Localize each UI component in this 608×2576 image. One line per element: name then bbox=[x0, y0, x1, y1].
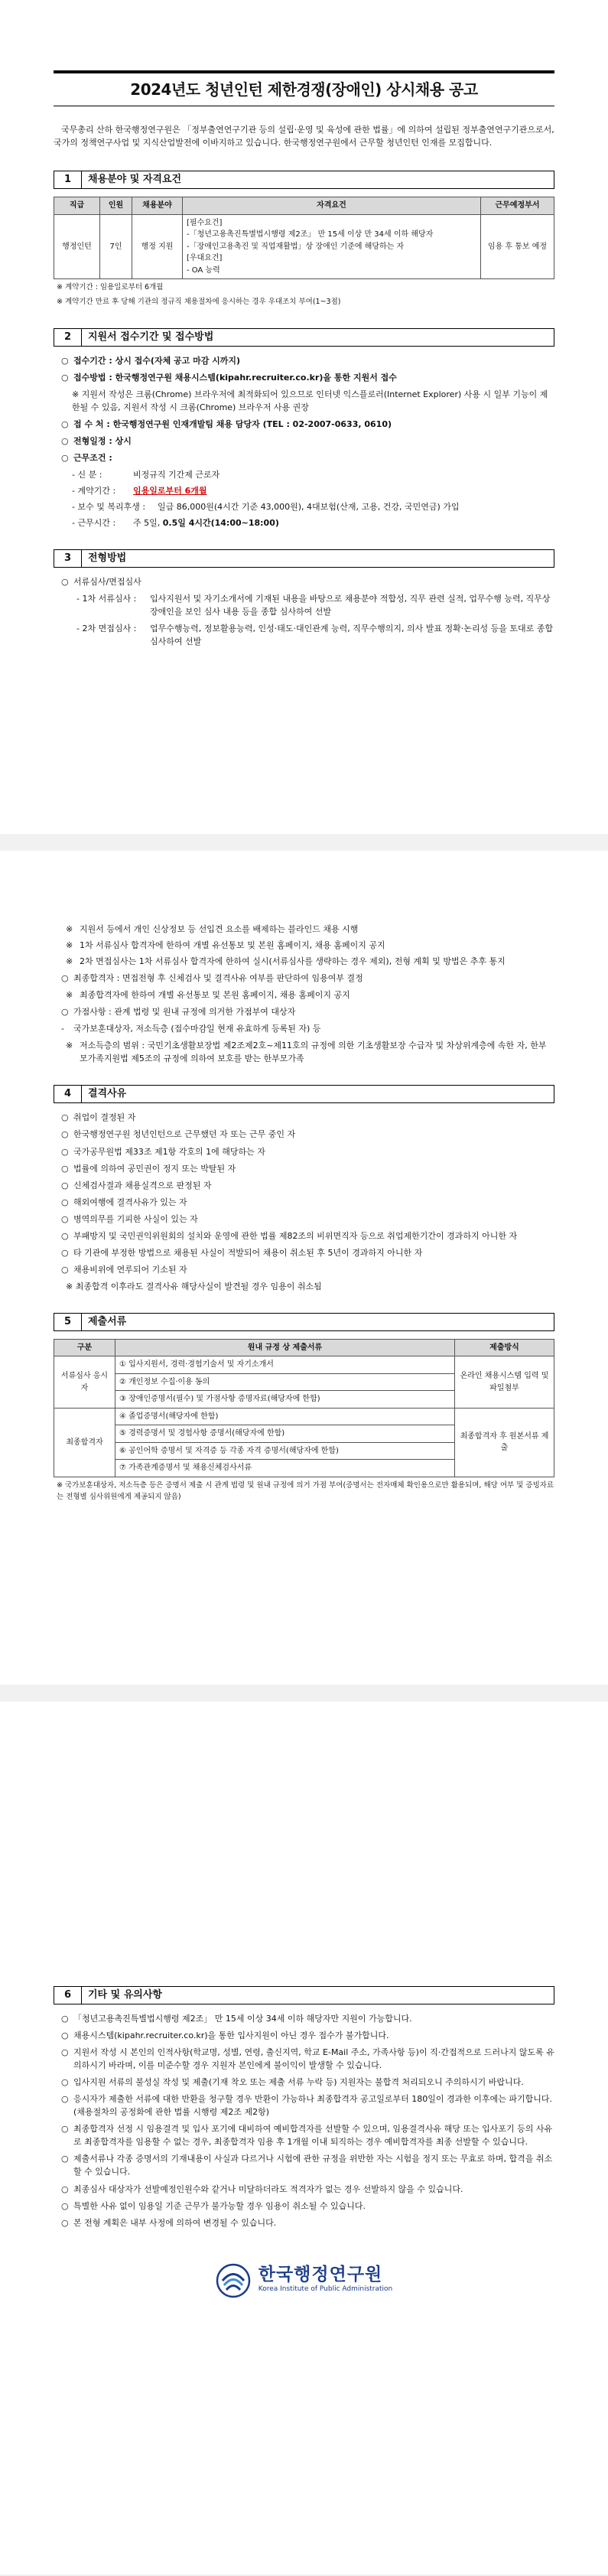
cell-method: 온라인 채용시스템 입력 및 파일첨부 bbox=[455, 1356, 554, 1408]
section-4-header bbox=[54, 1085, 554, 1103]
value: 비정규직 기간제 근로자 bbox=[133, 469, 220, 480]
list-item: 최종합격자에 한하여 개별 유선통보 및 본원 홈페이지, 채용 홈페이지 공지 bbox=[80, 990, 350, 1001]
list-item: 지원서 등에서 개인 신상정보 등 선입견 요소를 배제하는 블라인드 채용 시행 bbox=[80, 924, 359, 934]
logo-english: Korea Institute of Public Administration bbox=[258, 2285, 393, 2294]
list-item: 국가공무원법 제33조 제1항 각호의 1에 해당하는 자 bbox=[73, 1146, 265, 1157]
table-header: 자격요건 bbox=[183, 197, 481, 215]
label: 접수방법 : bbox=[73, 372, 112, 383]
cell-requirements bbox=[183, 214, 481, 279]
list-item: 신체검사결과 채용실격으로 판정된 자 bbox=[73, 1180, 212, 1190]
list-item: 1차 서류심사 합격자에 한하여 개별 유선통보 및 본원 홈페이지, 채용 홈페이지 공지 bbox=[80, 940, 385, 951]
list-item: 최종합격자 선정 시 임용결격 및 입사 포기에 대비하여 예비합격자를 선발할 수 있으며, 임용결격사유 해당 또는 입사포기 등의 사유로 최종합격자를 임용할 수 없는 경우, 최종합격자 임용 후 1개월 이내 퇴직하는 경우 예비합격자를 최종 선발할 수 있습니다. bbox=[73, 2124, 553, 2148]
label: - 2차 면접심사 : bbox=[76, 624, 137, 634]
list-item: 부패방지 및 국민권익위원회의 설치와 운영에 관한 법률 제82조의 비위면직자 등으로 취업제한기간이 경과하지 아니한 자 bbox=[73, 1230, 518, 1241]
req-line: [필수요건] bbox=[187, 218, 223, 227]
cell-document: ⑤ 경력증명서 및 경험사항 증명서(해당자에 한함) bbox=[115, 1425, 455, 1443]
list-item: 국가보훈대상자, 저소득층 (접수마감일 현재 유효하게 등록된 자) 등 bbox=[73, 1024, 321, 1034]
list-item: 제출서류나 각종 증명서의 기재내용이 사실과 다르거나 시험에 관한 규정을 위반한 자는 시험을 정지 또는 무효로 하며, 합격을 취소할 수 있습니다. bbox=[73, 2154, 553, 2177]
cell-document: ⑥ 공인어학 증명서 및 자격증 등 각종 자격 증명서(해당자에 한함) bbox=[115, 1442, 455, 1460]
table-header: 근무예정부서 bbox=[481, 197, 554, 215]
cell-rank: 행정인턴 bbox=[54, 214, 100, 279]
title-box bbox=[54, 70, 554, 106]
list-item: 응시자가 제출한 서류에 대한 반환을 청구할 경우 반환이 가능하나 최종합격자 공고일로부터 180일이 경과한 이후에는 파기합니다.(채용절차의 공정화에 관한 법률 시행령 제2조 제2항) bbox=[73, 2094, 552, 2118]
emblem-icon bbox=[216, 2263, 251, 2298]
documents-table bbox=[54, 1339, 554, 1477]
table-header: 직급 bbox=[54, 197, 100, 215]
cell-group: 최종합격자 bbox=[54, 1408, 115, 1477]
selection-list: ○ 서류심사/면접심사 - 1차 서류심사 : 입사지원서 및 자기소개서에 기재된 내용을 바탕으로 채용분야 적합성, 직무 관련 실적, 업무수행 능력, 직무상 장애인을 보인 심사 내용 등을 종합 심사하여 선발 - 2차 면접심사 : 업무수행능력, 정보활용능력, 인성·태도·대인관계 능력, 직무수행의지, 의사 발표 정확·논리성 등을 토대로 종합 심사하여 선발 bbox=[54, 575, 554, 648]
value: 상시 접수(자체 공고 마감 시까지) bbox=[115, 355, 241, 366]
list-item: 법률에 의하여 공민권이 정지 또는 박탈된 자 bbox=[73, 1163, 236, 1174]
label: - 보수 및 복리후생 : bbox=[72, 501, 146, 512]
label: 근무조건 : bbox=[73, 452, 112, 463]
label: 전형일정 : bbox=[73, 435, 112, 446]
list-item: 최종심사 대상자가 선발예정인원수와 같거나 미달하더라도 적격자가 없는 경우 선발하지 않을 수 있습니다. bbox=[73, 2184, 463, 2194]
section-number: 2 bbox=[54, 329, 82, 346]
cell-count: 7인 bbox=[100, 214, 132, 279]
section-1-header bbox=[54, 171, 554, 189]
value: 주 5일, bbox=[133, 518, 163, 528]
page-title: 2024년도 청년인턴 제한경쟁(장애인) 상시채용 공고 bbox=[130, 80, 478, 99]
qualification-table bbox=[54, 197, 554, 279]
table-header: 채용분야 bbox=[132, 197, 183, 215]
cell-document: ⑦ 가족관계증명서 및 채용신체검사서류 bbox=[115, 1460, 455, 1477]
page-2 bbox=[0, 851, 608, 1685]
cell-document: ① 입사지원서, 경력·경험기술서 및 자기소개서 bbox=[115, 1356, 455, 1374]
list-item: 2차 면접심사는 1차 서류심사 합격자에 한하여 실시(서류심사를 생략하는 경우 제외), 전형 계획 및 방법은 추후 통지 bbox=[80, 956, 506, 967]
value-highlight: 임용일로부터 6개월 bbox=[133, 485, 207, 496]
section-title: 제출서류 bbox=[88, 1315, 127, 1327]
section-6-header bbox=[54, 1986, 554, 2004]
section-title: 기타 및 유의사항 bbox=[88, 1989, 162, 2001]
selection-notes: ※ 지원서 등에서 개인 신상정보 등 선입견 요소를 배제하는 블라인드 채용 시행 ※ 1차 서류심사 합격자에 한하여 개별 유선통보 및 본원 홈페이지, 채용 홈페이지 공지 ※ 2차 면접심사는 1차 서류심사 합격자에 한하여 실시(서류심사를 생략하는 경우 제외), 전형 계획 및 방법은 추후 통지 ○ 최종합격자 : 면접전형 후 신체검사 및 결격사유 여부를 판단하여 임용여부 결정 ※ 최종합격자에 한하여 개별 유선통보 및 본원 홈페이지, 채용 홈페이지 공지 ○ 가점사항 : 관계 법령 및 원내 규정에 의거한 가점부여 대상자 - 국가보훈대상자, 저소득층 (접수마감일 현재 유효하게 등록된 자) 등 ※ 저소득층의 범위 : 국민기초생활보장법 제2조제2호~제11호의 규정에 의한 기초생활보장 수급자 및 차상위계층에 속한 자, 한부모가족지원법 제5조의 규정에 의하여 보호를 받는 한부모가족 bbox=[54, 923, 554, 1065]
cell-dept: 임용 후 통보 예정 bbox=[481, 214, 554, 279]
application-list: ○ 접수기간 : 상시 접수(자체 공고 마감 시까지) ○ 접수방법 : 한국행정연구원 채용시스템(kipahr.recruiter.co.kr)을 통한 지원서 접수 ※ 지원서 작성은 크롬(Chrome) 브라우저에 최적화되어 있으므로 인터넷 익스플로러(Internet Explorer) 사용 시 일부 기능이 제한될 수 있음, 지원서 작성 시 크롬(Chrome) 브라우저 사용 권장 ○ 접 수 처 : 한국행정연구원 인재개발팀 채용 담당자 (TEL : 02-2007-0633, 0610) ○ 전형일정 : 상시 ○ 근무조건 : - 신 분 : 비정규직 기간제 근로자 - 계약기간 : 임용일로부터 6개월 - 보수 및 복리후생 : 일급 86,000원(4시간 기준 43,000원), 4대보험(산재, 고용, 건강, 국민연금) 가입 - 근무시간 : 주 5일, 0.5일 4시간(14:00~18:00) bbox=[54, 354, 554, 530]
list-item: 병역의무를 기피한 사실이 있는 자 bbox=[73, 1213, 198, 1224]
value: 일급 86,000원(4시간 기준 43,000원), 4대보험(산재, 고용, 건강, 국민연금) 가입 bbox=[158, 501, 460, 512]
cell-field: 행정 지원 bbox=[132, 214, 183, 279]
list-item: 본 전형 계획은 내부 사정에 의하여 변경될 수 있습니다. bbox=[73, 2217, 277, 2228]
section-number: 6 bbox=[54, 1987, 82, 2004]
logo-korean: 한국행정연구원 bbox=[258, 2265, 383, 2285]
list-item: 최종합격자 : 면접전형 후 신체검사 및 결격사유 여부를 판단하여 임용여부 결정 bbox=[73, 973, 363, 984]
list-item: 저소득층의 범위 : 국민기초생활보장법 제2조제2호~제11호의 규정에 의한 기초생활보장 수급자 및 차상위계층에 속한 자, 한부모가족지원법 제5조의 규정에 의하여 보호를 받는 한부모가족 bbox=[80, 1040, 547, 1064]
table-header: 제출방식 bbox=[455, 1339, 554, 1356]
institute-logo bbox=[54, 2263, 554, 2298]
section-number: 3 bbox=[54, 550, 82, 567]
value: 업무수행능력, 정보활용능력, 인성·태도·대인관계 능력, 직무수행의지, 의사 발표 정확·논리성 등을 토대로 종합 심사하여 선발 bbox=[150, 624, 553, 647]
cell-method: 최종합격자 후 원본서류 제출 bbox=[455, 1408, 554, 1477]
table-header: 구분 bbox=[54, 1339, 115, 1356]
section-5-header bbox=[54, 1313, 554, 1331]
list-item: 채용시스템(kipahr.recruiter.co.kr)을 통한 입사지원이 아닌 경우 접수가 불가합니다. bbox=[73, 2031, 389, 2041]
req-line: - OA 능력 bbox=[187, 265, 220, 275]
section-number: 1 bbox=[54, 171, 82, 188]
intro-paragraph: 국무총리 산하 한국행정연구원은 「정부출연연구기관 등의 설립·운영 및 육성에 관한 법률」에 의하여 설립된 정부출연연구기관으로서, 국가의 정책연구사업 및 지식산업발전에 이바지하고 있습니다. 한국행정연구원에서 근무할 청년인턴 인재를 모집합니다. bbox=[54, 125, 554, 148]
value: 입사지원서 및 자기소개서에 기재된 내용을 바탕으로 채용분야 적합성, 직무 관련 실적, 업무수행 능력, 직무상 장애인을 보인 심사 내용 등을 종합 심사하여 선발 bbox=[150, 594, 551, 617]
list-item: 타 기관에 부정한 방법으로 채용된 사실이 적발되어 채용이 취소된 후 5년이 경과하지 아니한 자 bbox=[73, 1247, 423, 1258]
label: - 계약기간 : bbox=[72, 485, 116, 496]
list-item: 특별한 사유 없이 임용일 기준 근무가 불가능할 경우 임용이 취소될 수 있습니다. bbox=[73, 2200, 366, 2211]
label: - 신 분 : bbox=[72, 469, 102, 480]
list-item: 입사지원 서류의 불성실 작성 및 제출(기재 착오 또는 제출 서류 누락 등) 지원자는 불합격 처리되오니 주의하시기 바랍니다. bbox=[73, 2077, 524, 2088]
section-number: 4 bbox=[54, 1086, 82, 1102]
note: ※ 계약기간 : 임용일로부터 6개월 bbox=[57, 283, 164, 292]
notice-list: ○ 「청년고용촉진특별법시행령 제2조」 만 15세 이상 34세 이하 해당자만 지원이 가능합니다. ○ 채용시스템(kipahr.recruiter.co.kr)을 통한 입사지원이 아닌 경우 접수가 불가합니다. ○ 지원서 작성 시 본인의 인적사항(학교명, 성별, 연령, 출신지역, 학교 E-Mail 주소, 가족사항 등)이 직·간접적으로 드러나지 않도록 유의하시기 바라며, 이를 미준수할 경우 지원자 본인에게 불이익이 발생할 수 있습니다. ○ 입사지원 서류의 불성실 작성 및 제출(기재 착오 또는 제출 서류 누락 등) 지원자는 불합격 처리되오니 주의하시기 바랍니다. ○ 응시자가 제출한 서류에 대한 반환을 청구할 경우 반환이 가능하나 최종합격자 공고일로부터 180일이 경과한 이후에는 파기합니다.(채용절차의 공정화에 관한 법률 시행령 제2조 제2항) ○ 최종합격자 선정 시 임용결격 및 입사 포기에 대비하여 예비합격자를 선발할 수 있으며, 임용결격사유 해당 또는 입사포기 등의 사유로 최종합격자를 임용할 수 없는 경우, 최종합격자 임용 후 1개월 이내 퇴직하는 경우 예비합격자를 최종 선발할 수 있습니다. ○ 제출서류나 각종 증명서의 기재내용이 사실과 다르거나 시험에 관한 규정을 위반한 자는 시험을 정지 또는 무효로 하며, 합격을 취소할 수 있습니다. ○ 최종심사 대상자가 선발예정인원수와 같거나 미달하더라도 적격자가 없는 경우 선발하지 않을 수 있습니다. ○ 특별한 사유 없이 임용일 기준 근무가 불가능할 경우 임용이 취소될 수 있습니다. ○ 본 전형 계획은 내부 사정에 의하여 변경될 수 있습니다. bbox=[54, 2012, 554, 2229]
method-note: ※ 지원서 작성은 크롬(Chrome) 브라우저에 최적화되어 있으므로 인터넷 익스플로러(Internet Explorer) 사용 시 일부 기능이 제한될 수 있음, 지원서 작성 시 크롬(Chrome) 브라우저 사용 권장 bbox=[72, 389, 548, 412]
list-item: 해외여행에 결격사유가 있는 자 bbox=[73, 1197, 187, 1207]
disqualification-list: ○ 취업이 결정된 자 ○ 한국행정연구원 청년인턴으로 근무했던 자 또는 근무 중인 자 ○ 국가공무원법 제33조 제1항 각호의 1에 해당하는 자 ○ 법률에 의하여 공민권이 정지 또는 박탈된 자 ○ 신체검사결과 채용실격으로 판정된 자 ○ 해외여행에 결격사유가 있는 자 ○ 병역의무를 기피한 사실이 있는 자 ○ 부패방지 및 국민권익위원회의 설치와 운영에 관한 법률 제82조의 비위면직자 등으로 취업제한기간이 경과하지 아니한 자 ○ 타 기관에 부정한 방법으로 채용된 사실이 적발되어 채용이 취소된 후 5년이 경과하지 아니한 자 ○ 채용비위에 연루되어 기소된 자 ※ 최종합격 이후라도 결격사유 해당사실이 발견될 경우 임용이 취소됨 bbox=[54, 1111, 554, 1293]
page-1 bbox=[0, 0, 608, 834]
note: ※ 국가보훈대상자, 저소득층 등은 증명서 제출 시 관계 법령 및 원내 규정에 의거 가점 부여(증명서는 전자매체 확인용으로만 활용되며, 해당 여부 및 증빙자료는 전형별 심사위원에게 제공되지 않음) bbox=[57, 1480, 554, 1501]
label: 접 수 처 : bbox=[73, 418, 110, 429]
list-item: 채용비위에 연루되어 기소된 자 bbox=[73, 1264, 187, 1275]
list-item: 취업이 결정된 자 bbox=[73, 1112, 136, 1123]
cell-group: 서류심사 응시자 bbox=[54, 1356, 115, 1408]
section-2-header bbox=[54, 328, 554, 347]
page-3 bbox=[0, 1702, 608, 2574]
section-title: 결격사유 bbox=[88, 1088, 127, 1100]
section-number: 5 bbox=[54, 1314, 82, 1330]
section-3-header bbox=[54, 549, 554, 568]
value: 한국행정연구원 채용시스템(kipahr.recruiter.co.kr)을 통한 지원서 접수 bbox=[115, 372, 397, 383]
cell-document: ④ 졸업증명서(해당자에 한함) bbox=[115, 1408, 455, 1425]
label: - 근무시간 : bbox=[72, 518, 116, 528]
note: ※ 최종합격 이후라도 결격사유 해당사실이 발견될 경우 임용이 취소됨 bbox=[66, 1281, 322, 1291]
list-item: 가점사항 : 관계 법령 및 원내 규정에 의거한 가점부여 대상자 bbox=[73, 1007, 296, 1018]
section-title: 전형방법 bbox=[88, 552, 127, 565]
req-line: [우대요건] bbox=[187, 254, 223, 263]
table-header: 원내 규정 상 제출서류 bbox=[115, 1339, 455, 1356]
list-item: 「청년고용촉진특별법시행령 제2조」 만 15세 이상 34세 이하 해당자만 지원이 가능합니다. bbox=[73, 2014, 412, 2024]
cell-document: ③ 장애인증명서(필수) 및 가점사항 증명자료(해당자에 한함) bbox=[115, 1391, 455, 1408]
cell-document: ② 개인정보 수집·이용 동의 bbox=[115, 1373, 455, 1391]
req-line: -「장애인고용촉진 및 직업재활법」상 장애인 기준에 해당하는 자 bbox=[187, 242, 405, 251]
table-header: 인원 bbox=[100, 197, 132, 215]
value: 상시 bbox=[115, 435, 132, 446]
list-item: 서류심사/면접심사 bbox=[73, 577, 141, 588]
value: 한국행정연구원 인재개발팀 채용 담당자 (TEL : 02-2007-0633, 0610) bbox=[112, 418, 392, 429]
label: - 1차 서류심사 : bbox=[76, 594, 137, 604]
section-title: 지원서 접수기간 및 접수방법 bbox=[88, 331, 214, 343]
section-title: 채용분야 및 자격요건 bbox=[88, 174, 182, 186]
value-bold: 0.5일 4시간(14:00~18:00) bbox=[162, 518, 279, 528]
list-item: 지원서 작성 시 본인의 인적사항(학교명, 성별, 연령, 출신지역, 학교 E-Mail 주소, 가족사항 등)이 직·간접적으로 드러나지 않도록 유의하시기 바라며, 이를 미준수할 경우 지원자 본인에게 불이익이 발생할 수 있습니다. bbox=[73, 2047, 554, 2071]
req-line: -「청년고용촉진특별법시행령 제2조」 만 15세 이상 만 34세 이하 해당자 bbox=[187, 230, 434, 239]
label: 접수기간 : bbox=[73, 355, 112, 366]
note: ※ 계약기간 만료 후 당해 기관의 정규직 채용절차에 응시하는 경우 우대조치 부여(1~3점) bbox=[57, 297, 341, 306]
list-item: 한국행정연구원 청년인턴으로 근무했던 자 또는 근무 중인 자 bbox=[73, 1129, 296, 1140]
